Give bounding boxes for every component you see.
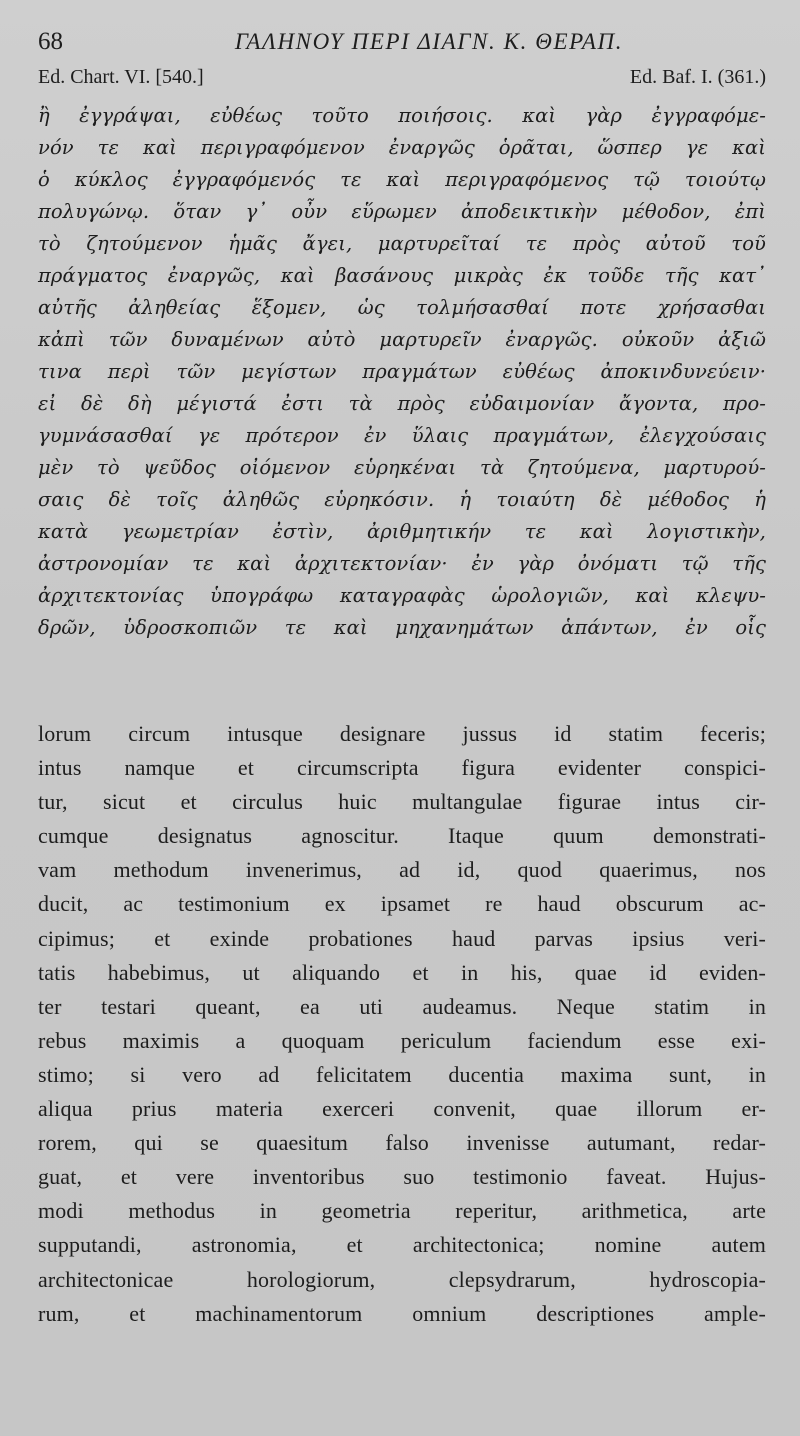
latin-line: guat, et vere inventoribus suo testimonio faveat. Hujus- [38,1164,766,1190]
greek-line: τὸ ζητούμενον ἡμᾶς ἄγει, μαρτυρεῖταί τε πρὸς αὐτοῦ τοῦ [38,232,766,255]
greek-text-block [38,100,766,644]
latin-line: architectonicae horologiorum, clepsydrarum, hydroscopia- [38,1266,766,1292]
latin-line: modi methodus in geometria reperitur, arithmetica, arte [38,1198,766,1224]
greek-line: νόν τε καὶ περιγραφόμενον ἐναργῶς ὁρᾶται, ὥσπερ γε καὶ [38,136,766,159]
latin-line: ter testari queant, ea uti audeamus. Neque statim in [38,993,766,1019]
latin-line: supputandi, astronomia, et architectonica; nomine autem [38,1232,766,1258]
greek-line: εἰ δὲ δὴ μέγιστά ἐστι τὰ πρὸς εὐδαιμονίαν ἄγοντα, προ- [38,392,766,415]
edition-left: Ed. Chart. VI. [540.] [38,66,204,88]
greek-line: ἀστρονομίαν τε καὶ ἀρχιτεκτονίαν· ἐν γὰρ ὀνόματι τῷ τῆς [38,552,766,575]
greek-line: ἀρχιτεκτονίας ὑπογράφω καταγραφὰς ὡρολογιῶν, καὶ κλεψυ- [38,584,766,607]
page-header [38,28,766,66]
greek-line: ἢ ἐγγράψαι, εὐθέως τοῦτο ποιήσοις. καὶ γὰρ ἐγγραφόμε- [38,104,766,127]
greek-line: τινα περὶ τῶν μεγίστων πραγμάτων εὐθέως ἀποκινδυνεύειν· [38,360,766,383]
latin-line: rebus maximis a quoquam periculum faciendum esse exi- [38,1027,766,1053]
latin-line: vam methodum invenerimus, ad id, quod quaerimus, nos [38,857,766,883]
latin-line: cumque designatus agnoscitur. Itaque quum demonstrati- [38,823,766,849]
running-title: ΓΑΛΗΝΟΥ ΠΕΡΙ ΔΙΑΓΝ. Κ. ΘΕΡΑΠ. [234,29,624,54]
greek-line: κατὰ γεωμετρίαν ἐστὶν, ἀριθμητικήν τε καὶ λογιστικὴν, [38,520,766,543]
latin-line: cipimus; et exinde probationes haud parvas ipsius veri- [38,925,766,951]
latin-line: tur, sicut et circulus huic multangulae figurae intus cir- [38,789,766,815]
section-gap [38,644,766,717]
greek-line: πολυγώνῳ. ὅταν γ᾽ οὖν εὕρωμεν ἀποδεικτικὴν μέθοδον, ἐπὶ [38,200,766,223]
page-number: 68 [38,28,63,55]
latin-line: ducit, ac testimonium ex ipsamet re haud obscurum ac- [38,891,766,917]
edition-references [38,66,766,96]
greek-line: κἀπὶ τῶν δυναμένων αὐτὸ μαρτυρεῖν ἐναργῶς. οὐκοῦν ἀξιῶ [38,328,766,351]
edition-right: Ed. Baf. I. (361.) [629,66,766,88]
greek-line: αὐτῆς ἀληθείας ἕξομεν, ὡς τολμήσασθαί ποτε χρήσασθαι [38,296,766,319]
latin-text-block [38,717,766,1331]
latin-line: rum, et machinamentorum omnium descriptiones ample- [38,1300,766,1326]
latin-line: stimo; si vero ad felicitatem ducentia maxima sunt, in [38,1061,766,1087]
greek-line: δρῶν, ὑδροσκοπιῶν τε καὶ μηχανημάτων ἁπάντων, ἐν οἷς [38,616,766,639]
latin-line: tatis habebimus, ut aliquando et in his, quae id eviden- [38,959,766,985]
greek-line: μὲν τὸ ψεῦδος οἰόμενον εὑρηκέναι τὰ ζητούμενα, μαρτυρού- [38,456,766,479]
latin-line: rorem, qui se quaesitum falso invenisse autumant, redar- [38,1130,766,1156]
latin-line: intus namque et circumscripta figura evidenter conspici- [38,755,766,781]
latin-line: lorum circum intusque designare jussus id statim feceris; [38,721,766,746]
greek-line: γυμνάσασθαί γε πρότερον ἐν ὕλαις πραγμάτων, ἐλεγχούσαις [38,424,766,447]
latin-line: aliqua prius materia exerceri convenit, quae illorum er- [38,1096,766,1122]
greek-line: σαις δὲ τοῖς ἀληθῶς εὑρηκόσιν. ἡ τοιαύτη δὲ μέθοδος ἡ [38,488,766,511]
greek-line: ὁ κύκλος ἐγγραφόμενός τε καὶ περιγραφόμενος τῷ τοιούτῳ [38,168,766,191]
greek-line: πράγματος ἐναργῶς, καὶ βασάνους μικρὰς ἐκ τοῦδε τῆς κατ᾽ [38,264,766,287]
